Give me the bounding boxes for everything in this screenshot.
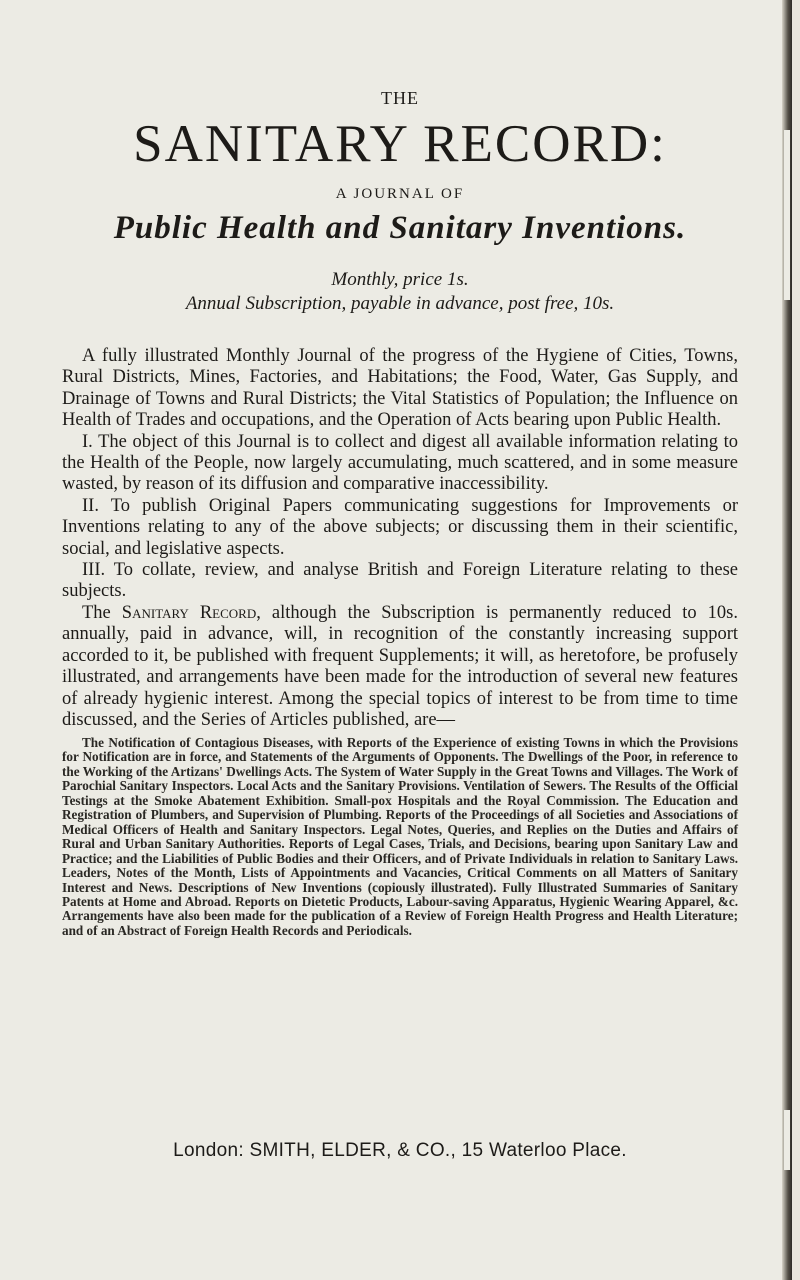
object-paragraph-2: II. To publish Original Papers communicating suggestions for Improvements or Inventions relating to any of the above subjects; or discussing them in their scientific, social, and legislative aspects. bbox=[62, 495, 738, 559]
closing-text: although the Subscription is permanently reduced to 10s. annually, paid in advance, will, in recognition of the constantly increasing support accorded to it, be published with frequent Supplements; it will, as heretofore, be profusely illustrated, and arrangements have been made for the introduction of several new features of already hygienic interest. Among the special topics of interest to be from time to time discussed, and the Series of Articles published, are— bbox=[62, 602, 739, 730]
edge-gap bbox=[784, 1110, 790, 1170]
title-article: THE bbox=[381, 88, 419, 108]
price-line: Monthly, price 1s. bbox=[331, 269, 469, 290]
topics-list bbox=[62, 736, 738, 938]
subscription-line: Annual Subscription, payable in advance, post free, 10s. bbox=[185, 293, 615, 314]
intro-paragraph: A fully illustrated Monthly Journal of the progress of the Hygiene of Cities, Towns, Rural Districts, Mines, Factories, and Habitations; the Food, Water, Gas Supply, and Drainage of Towns and Rural Districts; the Vital Statistics of Population; the Influence on Health of Trades and occupations, and the Operation of Acts bearing upon Public Health. bbox=[62, 346, 738, 431]
edge-gap bbox=[784, 130, 790, 300]
body-text bbox=[62, 346, 738, 731]
object-paragraph-1: I. The object of this Journal is to collect and digest all available information relating to the Health of the People, now largely accumulating, much scattered, and in some measure wasted, by reason of its diffusion and comparative inaccessibility. bbox=[62, 431, 738, 495]
closing-paragraph bbox=[62, 603, 738, 731]
closing-lead: The bbox=[82, 602, 111, 623]
price-block bbox=[62, 268, 738, 316]
journal-subject-line: Public Health and Sanitary Inventions. bbox=[113, 210, 687, 246]
publisher-imprint: London: SMITH, ELDER, & CO., 15 Waterloo Place. bbox=[173, 1140, 627, 1161]
object-paragraph-3: III. To collate, review, and analyse British and Foreign Literature relating to these subjects. bbox=[62, 560, 738, 602]
journal-title: SANITARY RECORD: bbox=[133, 115, 667, 173]
binding-edge bbox=[782, 0, 792, 1280]
topics-paragraph: The Notification of Contagious Diseases, with Reports of the Experience of existing Towns in which the Provisions for Notification are in force, and Statements of the Arguments of Opponents. The Dwellings of the Poor, in reference to the Working of the Artizans' Dwellings Acts. The System of Water Supply in the Great Towns and Villages. The Work of Parochial Sanitary Inspectors. Local Acts and the Sanitary Provisions. Ventilation of Sewers. The Results of the Official Testings at the Smoke Abatement Exhibition. Small-pox Hospitals and the Royal Commission. The Education and Registration of Plumbers, and Supervision of Plumbing. Reports of the Proceedings of all Societies and Associations of Medical Officers of Health and Sanitary Inspectors. Legal Notes, Queries, and Replies on the Duties and Affairs of Rural and Urban Sanitary Authorities. Reports of Legal Cases, Trials, and Decisions, bearing upon Sanitary Law and Practice; and the Liabilities of Public Bodies and their Officers, and of Private Individuals in relation to Sanitary Laws. Leaders, Notes of the Month, Lists of Appointments and Vacancies, Critical Comments on all Matters of Sanitary Interest and News. Descriptions of New Inventions (copiously illustrated). Fully Illustrated Summaries of Sanitary Patents at Home and Abroad. Reports on Dietetic Products, Labour-saving Apparatus, Hygienic Wearing Apparel, &c. Arrangements have also been made for the publication of a Review of Foreign Health Progress and Health Literature; and of an Abstract of Foreign Health Records and Periodicals. bbox=[62, 735, 738, 938]
record-name: Sanitary Record, bbox=[121, 602, 261, 623]
journal-subtitle: A JOURNAL OF bbox=[335, 186, 465, 202]
